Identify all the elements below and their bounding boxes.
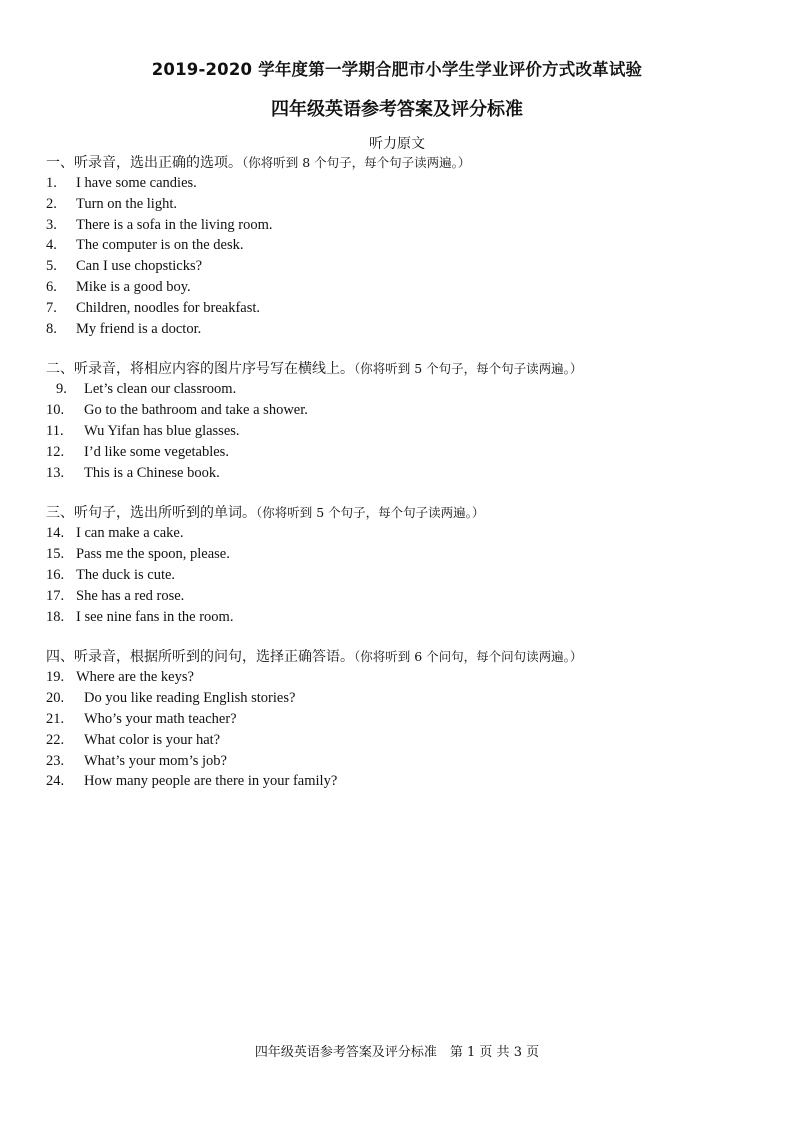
list-item (46, 256, 766, 277)
section-heading-text: 二、听录音，将相应内容的图片序号写在横线上。 (46, 361, 354, 378)
item-number: 23. (46, 752, 65, 769)
item-number: 21. (46, 710, 65, 727)
list-item (46, 544, 766, 565)
item-text: What color is your hat? (84, 731, 221, 748)
section-1 (46, 153, 766, 339)
list-item (46, 688, 766, 709)
section-heading-text: 三、听句子，选出所听到的单词。 (46, 505, 256, 522)
section-note: （你将听到 5 个句子，每个句子读两遍。） (354, 361, 583, 377)
listening-script (46, 153, 766, 812)
item-text: How many people are there in your family? (84, 773, 338, 790)
item-number: 24. (46, 773, 65, 790)
item-number: 7. (46, 299, 57, 316)
section-2 (46, 359, 766, 483)
item-number: 3. (46, 216, 57, 233)
item-number: 18. (46, 608, 65, 625)
item-number: 13. (46, 464, 65, 481)
item-number: 5. (46, 258, 57, 275)
page-footer: 四年级英语参考答案及评分标准 第 1 页 共 3 页 (254, 1045, 540, 1060)
item-number: 16. (46, 566, 65, 583)
item-text: Can I use chopsticks? (76, 258, 203, 275)
item-text: Mike is a good boy. (76, 278, 191, 295)
item-text: Let’s clean our classroom. (84, 381, 237, 398)
item-text: Turn on the light. (76, 195, 177, 212)
item-number: 17. (46, 587, 65, 604)
item-text: Do you like reading English stories? (84, 690, 296, 707)
item-text: My friend is a doctor. (76, 320, 202, 337)
section-4 (46, 647, 766, 792)
document-title: 2019-2020 学年度第一学期合肥市小学生学业评价方式改革试验 (151, 60, 643, 79)
section-note: （你将听到 8 个句子，每个句子读两遍。） (242, 155, 471, 170)
item-text: Where are the keys? (76, 669, 194, 686)
list-item (46, 194, 766, 215)
section-heading (46, 503, 766, 523)
list-item (46, 709, 766, 730)
list-item (46, 421, 766, 442)
list-item (46, 586, 766, 607)
item-text: Go to the bathroom and take a shower. (84, 402, 308, 419)
list-item (46, 215, 766, 236)
item-text: The computer is on the desk. (76, 237, 244, 254)
list-item (46, 667, 766, 688)
item-text: The duck is cute. (76, 566, 176, 583)
list-item (46, 319, 766, 340)
item-number: 10. (46, 402, 65, 419)
section-heading-text: 四、听录音，根据所听到的问句，选择正确答语。 (46, 649, 354, 666)
item-text: Children, noodles for breakfast. (76, 299, 261, 316)
item-text: This is a Chinese book. (84, 464, 220, 481)
item-number: 4. (46, 237, 57, 254)
list-item (46, 771, 766, 792)
list-item (46, 442, 766, 463)
item-text: Pass me the spoon, please. (76, 546, 230, 563)
section-heading-text: 一、听录音，选出正确的选项。 (46, 155, 242, 171)
section-heading (46, 153, 766, 173)
item-text: I can make a cake. (76, 525, 184, 542)
list-item (46, 463, 766, 484)
item-text: Who’s your math teacher? (84, 710, 237, 727)
list-item (46, 565, 766, 586)
item-number: 20. (46, 690, 65, 707)
list-item (46, 277, 766, 298)
item-number: 14. (46, 525, 65, 542)
list-item (46, 235, 766, 256)
item-number: 6. (46, 278, 57, 295)
list-item (46, 607, 766, 628)
list-item (46, 298, 766, 319)
item-text: I have some candies. (76, 175, 197, 191)
item-text: I see nine fans in the room. (76, 608, 234, 625)
item-text: What’s your mom’s job? (84, 752, 227, 769)
item-text: I’d like some vegetables. (84, 443, 229, 460)
item-number: 11. (46, 422, 64, 439)
item-text: Wu Yifan has blue glasses. (84, 422, 240, 439)
item-text: She has a red rose. (76, 587, 185, 604)
item-number: 22. (46, 731, 65, 748)
section-heading (46, 359, 766, 379)
list-item (46, 523, 766, 544)
item-text: There is a sofa in the living room. (76, 216, 273, 233)
item-number: 2. (46, 195, 57, 212)
item-number: 15. (46, 546, 65, 563)
list-item (46, 173, 766, 194)
section-3 (46, 503, 766, 627)
item-number: 9. (56, 381, 67, 398)
item-number: 12. (46, 443, 65, 460)
list-item (46, 400, 766, 421)
item-number: 19. (46, 669, 65, 686)
document-subtitle: 四年级英语参考答案及评分标准 (271, 99, 523, 120)
list-item (46, 730, 766, 751)
item-number: 8. (46, 320, 57, 337)
list-item (46, 751, 766, 772)
section-heading (46, 647, 766, 667)
section-note: （你将听到 5 个句子，每个句子读两遍。） (256, 505, 485, 521)
section-label: 听力原文 (369, 136, 425, 152)
section-note: （你将听到 6 个问句，每个问句读两遍。） (354, 649, 583, 665)
item-number: 1. (46, 175, 57, 191)
list-item (46, 379, 766, 400)
